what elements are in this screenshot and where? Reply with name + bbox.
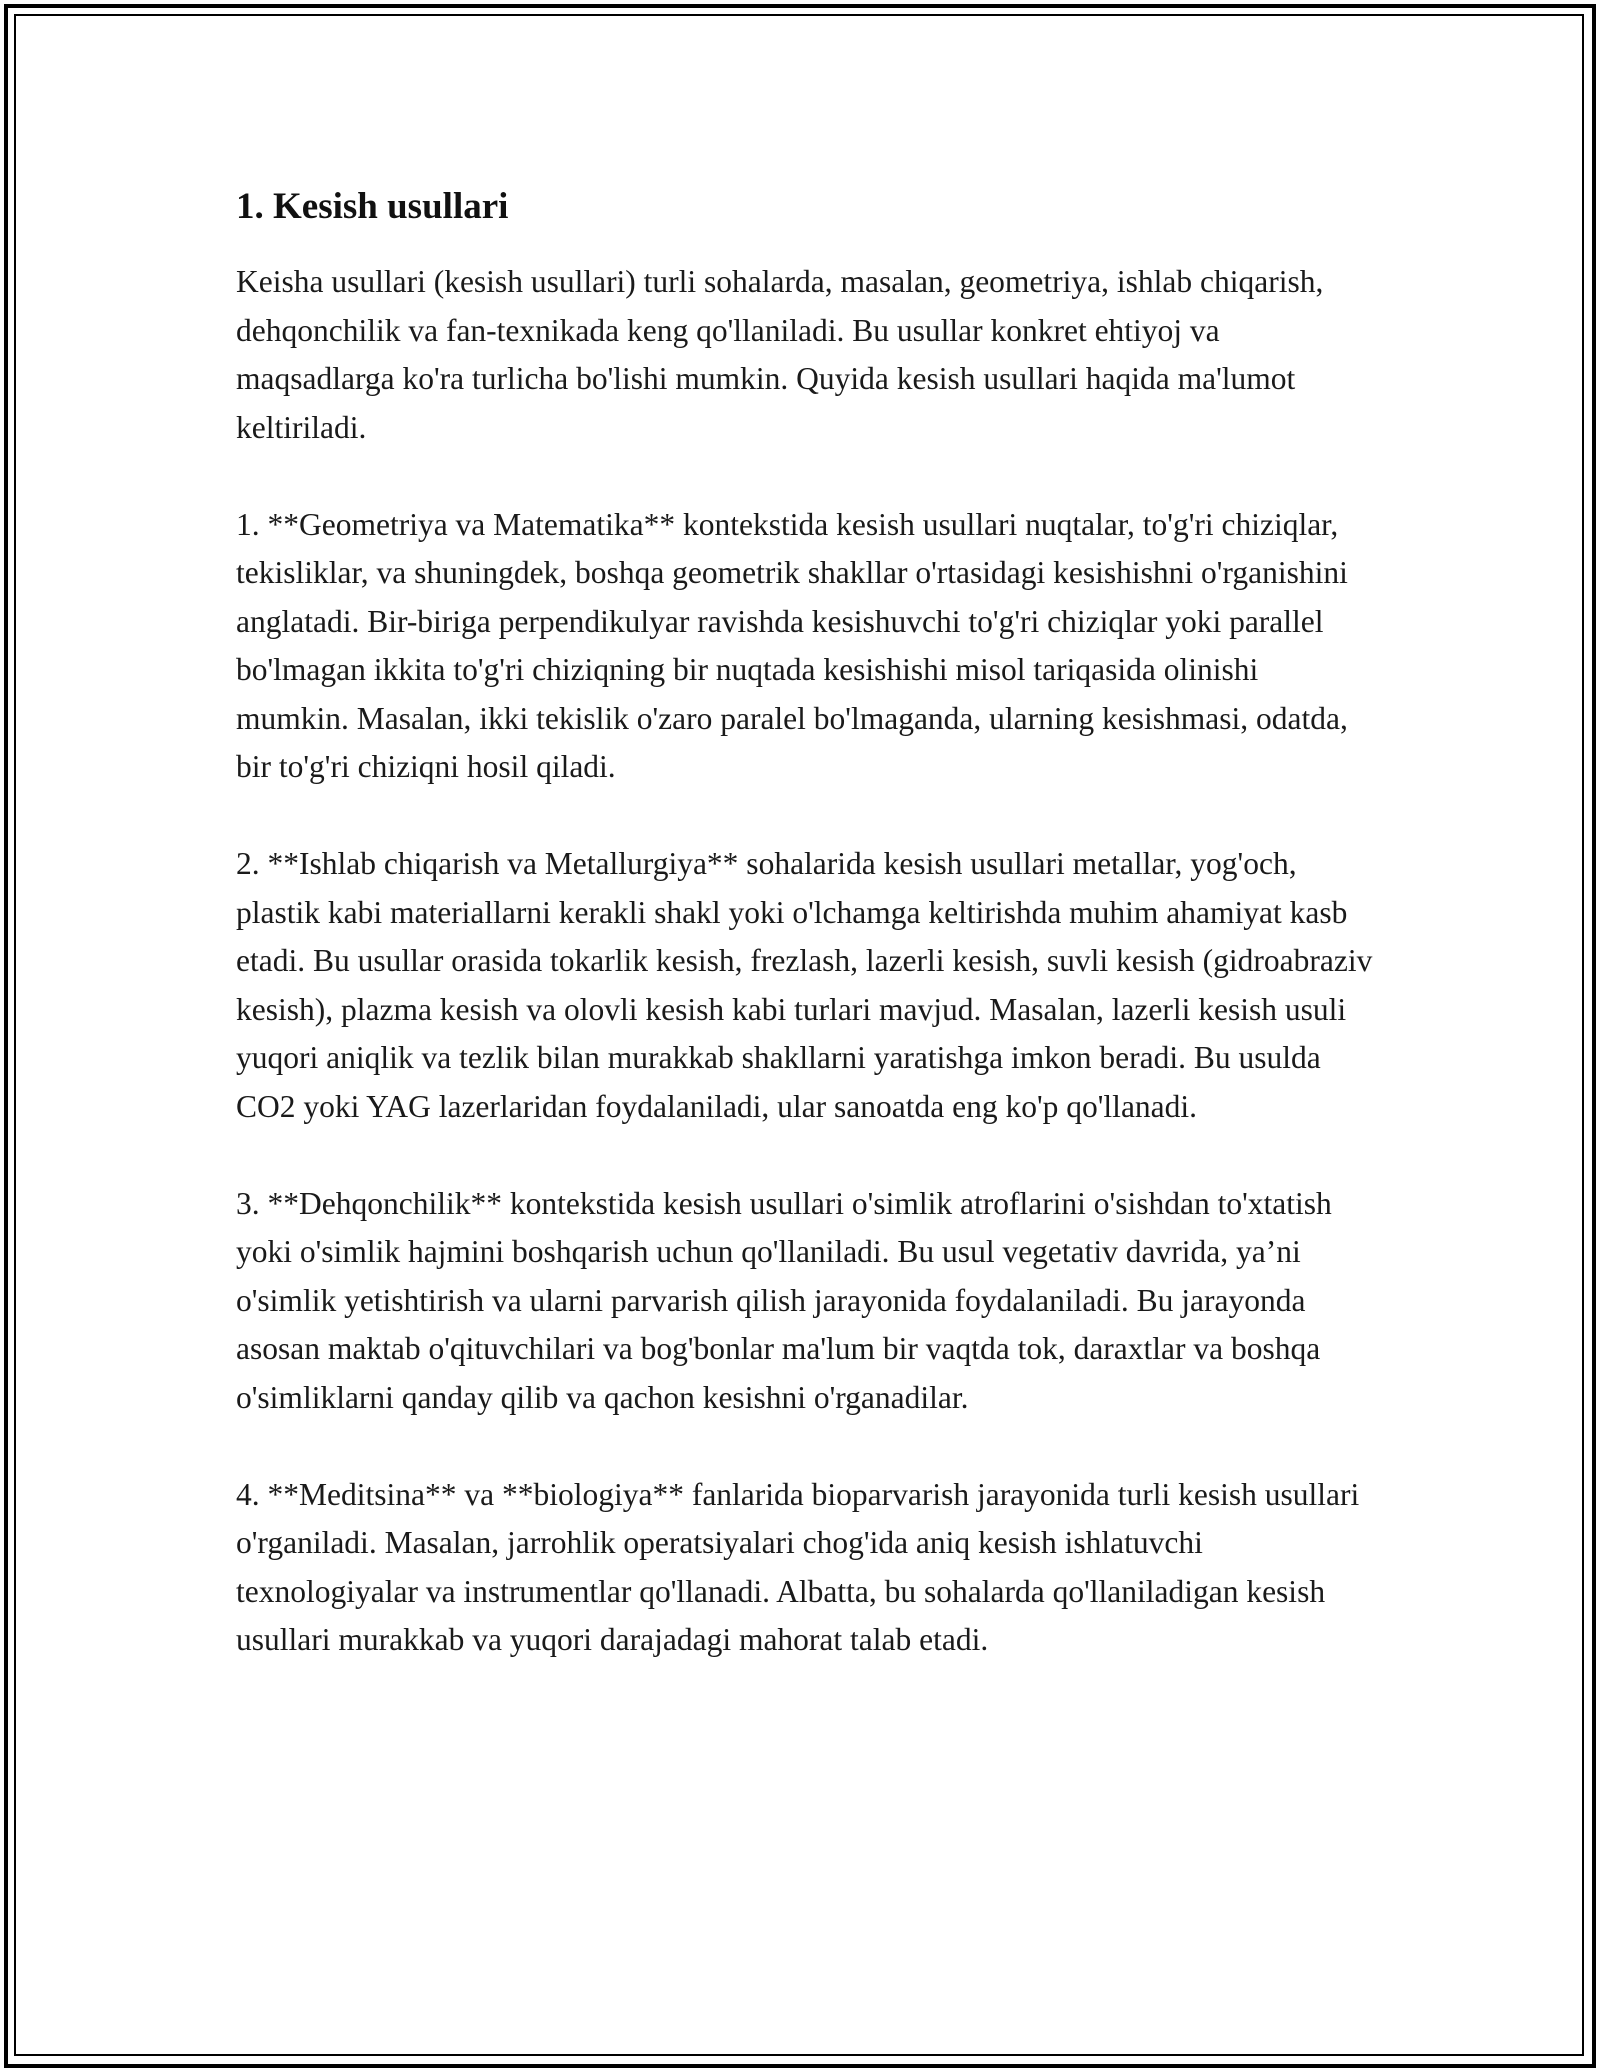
paragraph-medicine: 4. **Meditsina** va **biologiya** fanlarida bioparvarish jarayonida turli kesish usullari o'rganiladi. Masalan, jarrohlik operatsiyalari chog'ida aniq kesish ishlatuvchi texnologiyalar va instrumentlar qo'llanadi. Albatta, bu sohalarda qo'llaniladigan kesish usullari murakkab va yuqori darajadagi mahorat talab etadi.	[236, 1476, 1360, 1657]
paragraph-geometry: 1. **Geometriya va Matematika** kontekstida kesish usullari nuqtalar, to'g'ri chiziqlar, tekisliklar, va shuningdek, boshqa geometrik shakllar o'rtasidagi kesishishni o'rganishini anglatadi. Bir-biriga perpendikulyar ravishda kesishuvchi to'g'ri chiziqlar yoki parallel bo'lmagan ikkita to'g'ri chiziqning bir nuqtada kesishishi misol tariqasida olinishi mumkin. Masalan, ikki tekislik o'zaro paralel bo'lmaganda, ularning kesishmasi, odatda, bir to'g'ri chiziqni hosil qiladi.	[236, 506, 1348, 784]
intro-paragraph: Keisha usullari (kesish usullari) turli sohalarda, masalan, geometriya, ishlab chiqarish, dehqonchilik va fan-texnikada keng qo'llaniladi. Bu usullar konkret ehtiyoj va maqsadlarga ko'ra turlicha bo'lishi mumkin. Quyida kesish usullari haqida ma'lumot keltiriladi.	[236, 264, 1324, 445]
paragraph-manufacturing: 2. **Ishlab chiqarish va Metallurgiya** sohalarida kesish usullari metallar, yog'och, plastik kabi materiallarni kerakli shakl yoki o'lchamga keltirishda muhim ahamiyat kasb etadi. Bu usullar orasida tokarlik kesish, frezlash, lazerli kesish, suvli kesish (gidroabraziv kesish), plazma kesish va olovli kesish kabi turlari mavjud. Masalan, lazerli kesish usuli yuqori aniqlik va tezlik bilan murakkab shakllarni yaratishga imkon beradi. Bu usulda CO2 yoki YAG lazerlaridan foydalaniladi, ular sanoatda eng ko'p qo'llanadi.	[236, 846, 1373, 1124]
document-body	[236, 185, 1376, 1665]
section-heading: 1. Kesish usullari	[236, 186, 509, 227]
paragraph-agriculture: 3. **Dehqonchilik** kontekstida kesish usullari o'simlik atroflarini o'sishdan to'xtatish yoki o'simlik hajmini boshqarish uchun qo'llaniladi. Bu usul vegetativ davrida, ya’ni o'simlik yetishtirish va ularni parvarish qilish jarayonida foydalaniladi. Bu jarayonda asosan maktab o'qituvchilari va bog'bonlar ma'lum bir vaqtda tok, daraxtlar va boshqa o'simliklarni qanday qilib va qachon kesishni o'rganadilar.	[236, 1185, 1332, 1415]
